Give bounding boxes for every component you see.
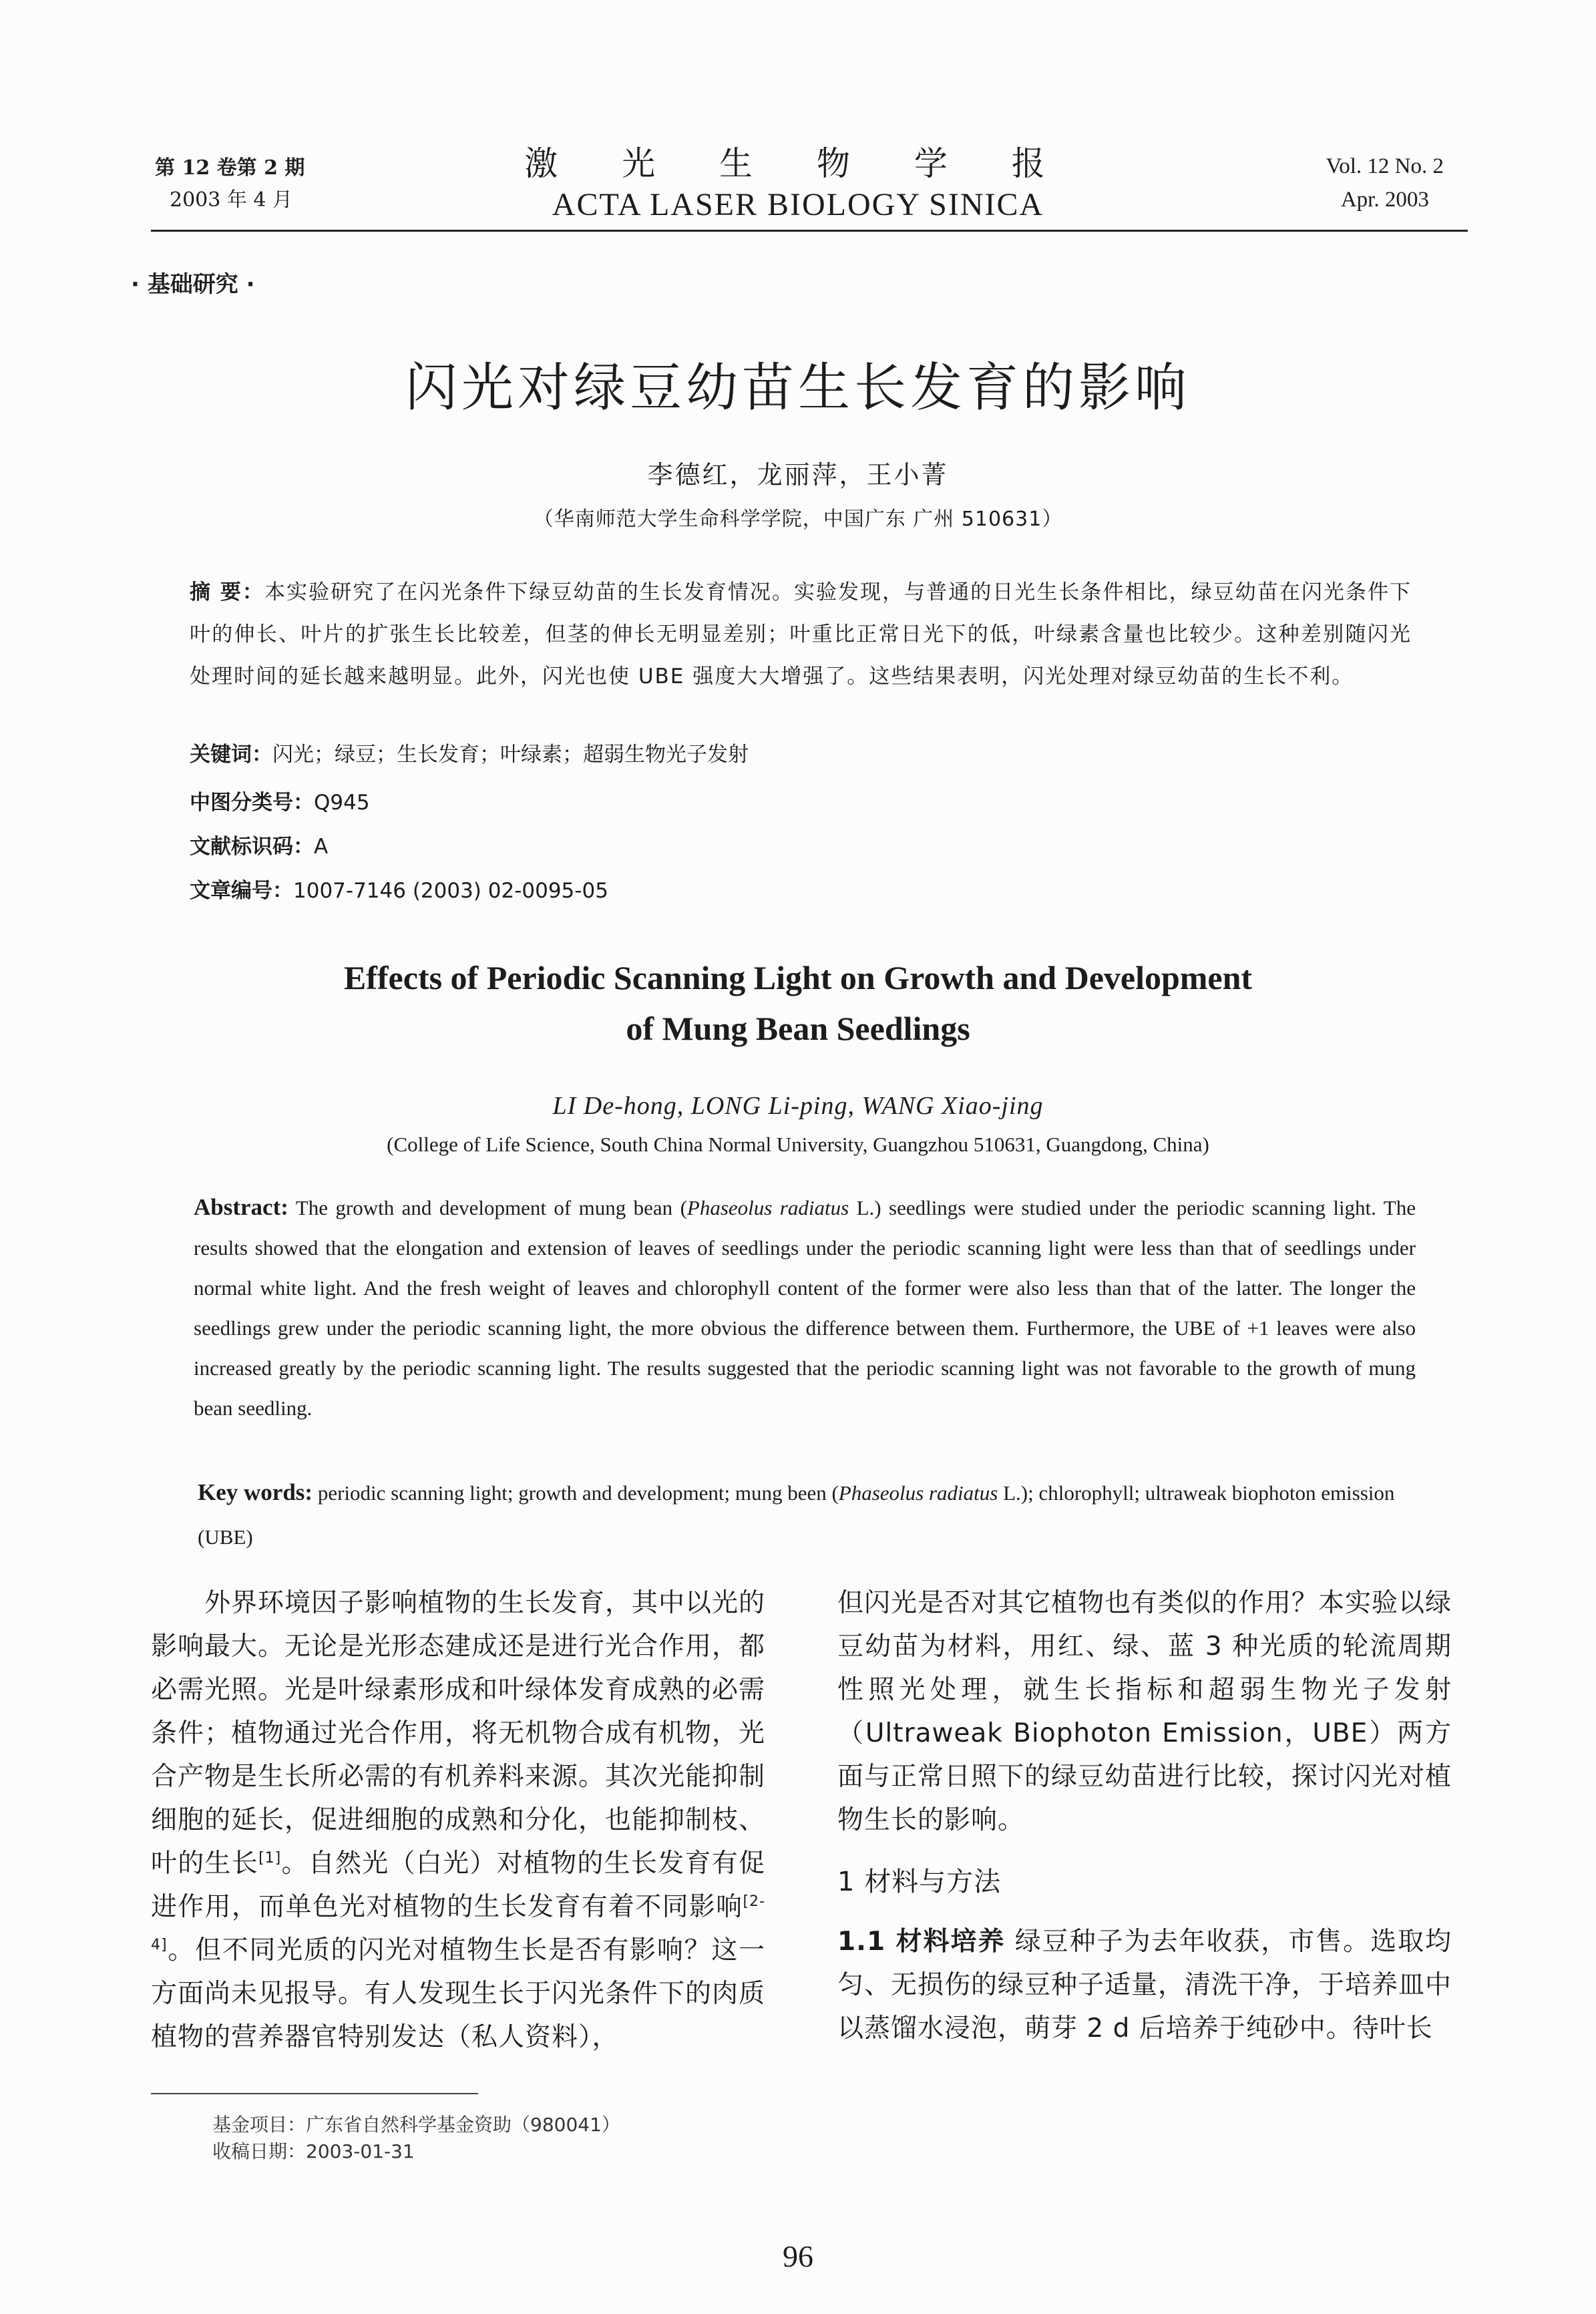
volume-en: Vol. 12 No. 2 — [1326, 154, 1444, 178]
keywords-cn — [190, 737, 749, 767]
keywords-en — [198, 1471, 1420, 1559]
section-heading: 1 材料与方法 — [837, 1867, 1002, 1897]
document-code-text: A — [314, 835, 329, 859]
body-text: 。自然光（白光）对植物的生长发育有促进作用，而单色光对植物的生长发育有着不同影响 — [151, 1849, 765, 1922]
date-cn: 2003 年 4 月 — [170, 188, 293, 212]
keywords-cn-text: 闪光；绿豆；生长发育；叶绿素；超弱生物光子发射 — [272, 743, 749, 767]
subsection-heading: 1.1 材料培养 — [837, 1927, 1006, 1957]
clc-text: Q945 — [314, 791, 370, 815]
subsection-paragraph — [837, 1920, 1452, 2050]
title-en-line-2: of Mung Bean Seedlings — [626, 1010, 970, 1047]
abstract-cn-label: 摘 要： — [190, 580, 264, 604]
authors-cn: 李德红，龙丽萍，王小菁 — [647, 460, 949, 490]
body-paragraph: 但闪光是否对其它植物也有类似的作用？本实验以绿豆幼苗为材料，用红、绿、蓝 3 种光质的轮流周期性照光处理，就生长指标和超弱生物光子发射（Ultraweak Biophoton Emission，UBE）两方面与正常日照下的绿豆幼苗进行比较，探讨闪光对植物生长的影响。 — [837, 1588, 1452, 1835]
abstract-en — [194, 1187, 1416, 1428]
issue-info-en — [1326, 150, 1444, 216]
clc-label: 中图分类号： — [190, 791, 314, 815]
abstract-en-species: Phaseolus radiatus — [686, 1196, 849, 1219]
body-column-right — [837, 1581, 1452, 2050]
article-number-text: 1007-7146 (2003) 02-0095-05 — [293, 879, 608, 903]
citation: [1] — [258, 1850, 282, 1867]
abstract-en-label: Abstract: — [194, 1194, 288, 1220]
body-text: 。但不同光质的闪光对植物生长是否有影响？这一方面尚未见报导。有人发现生长于闪光条件下的肉质植物的营养器官特别发达（私人资料）， — [151, 1935, 766, 2052]
keywords-en-text-1: periodic scanning light; growth and development; mung been ( — [313, 1481, 839, 1505]
article-number — [190, 874, 608, 904]
keywords-en-label: Key words: — [198, 1479, 313, 1505]
abstract-cn — [190, 572, 1412, 698]
header-rule — [151, 230, 1468, 232]
title-en — [200, 952, 1396, 1054]
authors-en: LI De-hong, LONG Li-ping, WANG Xiao-jing — [552, 1092, 1044, 1120]
footnote-rule — [151, 2093, 478, 2094]
citation: [2-4] — [151, 1893, 765, 1953]
section-tag: · 基础研究 · — [131, 271, 255, 298]
date-en: Apr. 2003 — [1340, 188, 1429, 212]
body-text: 外界环境因子影响植物的生长发育，其中以光的影响最大。无论是光形态建成还是进行光合作用，都必需光照。光是叶绿素形成和叶绿体发育成熟的必需条件；植物通过光合作用，将无机物合成有机物，光合产物是生长所必需的有机养料来源。其次光能抑制细胞的延长，促进细胞的成熟和分化，也能抑制枝、叶的生长 — [151, 1588, 766, 1879]
abstract-cn-text: 本实验研究了在闪光条件下绿豆幼苗的生长发育情况。实验发现，与普通的日光生长条件相比，绿豆幼苗在闪光条件下叶的伸长、叶片的扩张生长比较差，但茎的伸长无明显差别；叶重比正常日光下的低，叶绿素含量也比较少。这种差别随闪光处理时间的延长越来越明显。此外，闪光也使 UBE 强度大大增强了。这些结果表明，闪光处理对绿豆幼苗的生长不利。 — [190, 580, 1412, 689]
title-en-line-1: Effects of Periodic Scanning Light on Growth and Development — [343, 959, 1253, 996]
affiliation-cn: （华南师范大学生命科学学院，中国广东 广州 510631） — [533, 508, 1063, 531]
article-number-label: 文章编号： — [190, 879, 293, 903]
keywords-en-text-2: L.); chlorophyll; ultraweak biophoton emission (UBE) — [198, 1481, 1395, 1549]
footnote — [212, 2112, 620, 2165]
journal-name-en: ACTA LASER BIOLOGY SINICA — [552, 187, 1044, 222]
abstract-en-text-1: The growth and development of mung bean ( — [288, 1196, 687, 1219]
keywords-en-species: Phaseolus radiatus — [838, 1481, 998, 1505]
body-column-left — [151, 1581, 765, 2059]
issue-info-cn — [155, 152, 305, 216]
page-number: 96 — [783, 2239, 813, 2273]
document-code-label: 文献标识码： — [190, 835, 314, 859]
fund-note: 基金项目：广东省自然科学基金资助（980041） — [212, 2114, 620, 2136]
received-date: 收稿日期：2003-01-31 — [212, 2140, 415, 2162]
abstract-en-text-2: L.) seedlings were studied under the periodic scanning light. The results showed that the elongation and extension of leaves of seedlings under the periodic scanning light were less than that of seedlings under normal white light. And the fresh weight of leaves and chlorophyll content of the former were also less than that of the latter. The longer the seedlings grew under the periodic scanning light, the more obvious the difference between them. Furthermore, the UBE of +1 leaves were also increased greatly by the periodic scanning light. The results suggested that the periodic scanning light was not favorable to the growth of mung bean seedling. — [194, 1196, 1416, 1420]
journal-name-cn: 激 光 生 物 学 报 — [524, 144, 1072, 183]
journal-name — [427, 142, 1169, 224]
subsection-text: 绿豆种子为去年收获，市售。选取均匀、无损伤的绿豆种子适量，清洗干净，于培养皿中以蒸馏水浸泡，萌芽 2 d 后培养于纯砂中。待叶长 — [837, 1927, 1452, 2044]
title-cn: 闪光对绿豆幼苗生长发育的影响 — [405, 358, 1191, 418]
affiliation-en: (College of Life Science, South China Normal University, Guangzhou 510631, Guangdong, China) — [387, 1133, 1209, 1156]
body-paragraph — [151, 1581, 765, 2059]
clc-number — [190, 785, 370, 815]
document-code — [190, 829, 328, 859]
volume-cn: 第 12 卷第 2 期 — [155, 156, 305, 180]
keywords-cn-label: 关键词： — [190, 743, 272, 767]
